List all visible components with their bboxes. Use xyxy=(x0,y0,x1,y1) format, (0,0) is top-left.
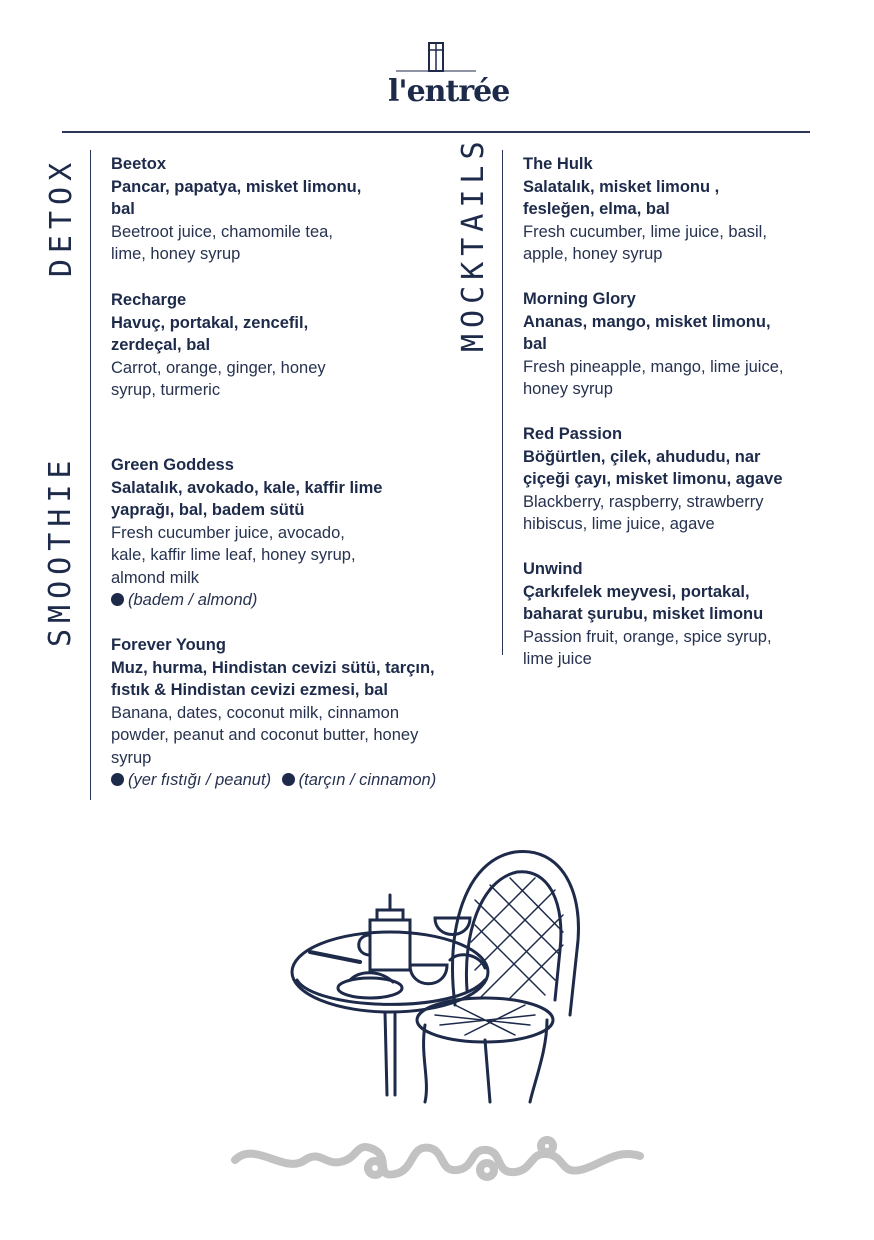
allergen-note xyxy=(111,589,391,612)
item-description-en: Beetroot juice, chamomile tea, lime, honey syrup xyxy=(111,222,333,263)
menu-item-red-passion xyxy=(523,423,785,536)
cinnamon-icon xyxy=(282,773,295,786)
brand-name: l'entrée xyxy=(388,74,510,109)
item-description-en: Banana, dates, coconut milk, cinnamon powder, peanut and coconut butter, honey syrup xyxy=(111,703,419,767)
item-name: Morning Glory xyxy=(523,290,636,308)
almond-icon xyxy=(111,593,124,606)
item-description-tr: Ananas, mango, misket limonu, bal xyxy=(523,312,771,353)
item-name: Red Passion xyxy=(523,425,623,443)
item-description-tr: Böğürtlen, çilek, ahududu, nar çiçeği çayı, misket limonu, agave xyxy=(523,447,783,488)
right-column-divider xyxy=(502,150,503,655)
peanut-icon xyxy=(111,773,124,786)
allergen-text: (yer fıstığı / peanut) xyxy=(128,771,272,789)
allergen-text: (badem / almond) xyxy=(128,591,258,609)
item-description-tr: Pancar, papatya, misket limonu, bal xyxy=(111,177,362,218)
menu-item-green-goddess xyxy=(111,454,391,612)
menu-item-forever-young xyxy=(111,634,449,792)
item-description-tr: Muz, hurma, Hindistan cevizi sütü, tarçın, fıstık & Hindistan cevizi ezmesi, bal xyxy=(111,658,435,699)
menu-item-recharge xyxy=(111,289,371,402)
item-description-en: Fresh cucumber juice, avocado, kale, kaffir lime leaf, honey syrup, almond milk xyxy=(111,523,356,587)
item-name: The Hulk xyxy=(523,155,593,173)
header-divider xyxy=(62,131,810,133)
item-description-tr: Çarkıfelek meyvesi, portakal, baharat şurubu, misket limonu xyxy=(523,582,764,623)
item-description-tr: Salatalık, avokado, kale, kaffir lime yaprağı, bal, badem sütü xyxy=(111,478,383,519)
item-name: Recharge xyxy=(111,291,187,309)
menu-item-unwind xyxy=(523,558,785,671)
item-description-en: Carrot, orange, ginger, honey syrup, turmeric xyxy=(111,358,326,399)
item-name: Beetox xyxy=(111,155,167,173)
item-description-en: Fresh cucumber, lime juice, basil, apple, honey syrup xyxy=(523,222,767,263)
left-column-divider xyxy=(90,150,91,800)
item-name: Unwind xyxy=(523,560,583,578)
flourish-ornament-icon xyxy=(225,1130,650,1190)
item-name: Green Goddess xyxy=(111,456,234,474)
allergen-note xyxy=(111,769,449,792)
item-description-tr: Salatalık, misket limonu , fesleğen, elma, bal xyxy=(523,177,720,218)
item-description-en: Fresh pineapple, mango, lime juice, honey syrup xyxy=(523,357,784,398)
section-label-smoothie: SMOOTHIE xyxy=(43,454,78,647)
item-name: Forever Young xyxy=(111,636,226,654)
allergen-text: (tarçın / cinnamon) xyxy=(298,771,437,789)
item-description-en: Blackberry, raspberry, strawberry hibiscus, lime juice, agave xyxy=(523,492,764,533)
menu-item-beetox xyxy=(111,153,371,266)
brand-logo xyxy=(388,40,510,116)
section-label-detox: DETOX xyxy=(44,156,79,278)
menu-item-morning-glory xyxy=(523,288,785,401)
item-description-tr: Havuç, portakal, zencefil, zerdeçal, bal xyxy=(111,313,309,354)
menu-item-the-hulk xyxy=(523,153,785,266)
item-description-en: Passion fruit, orange, spice syrup, lime juice xyxy=(523,627,772,668)
cafe-table-chair-icon xyxy=(285,840,595,1110)
section-label-mocktails: MOCKTAILS xyxy=(456,135,491,352)
